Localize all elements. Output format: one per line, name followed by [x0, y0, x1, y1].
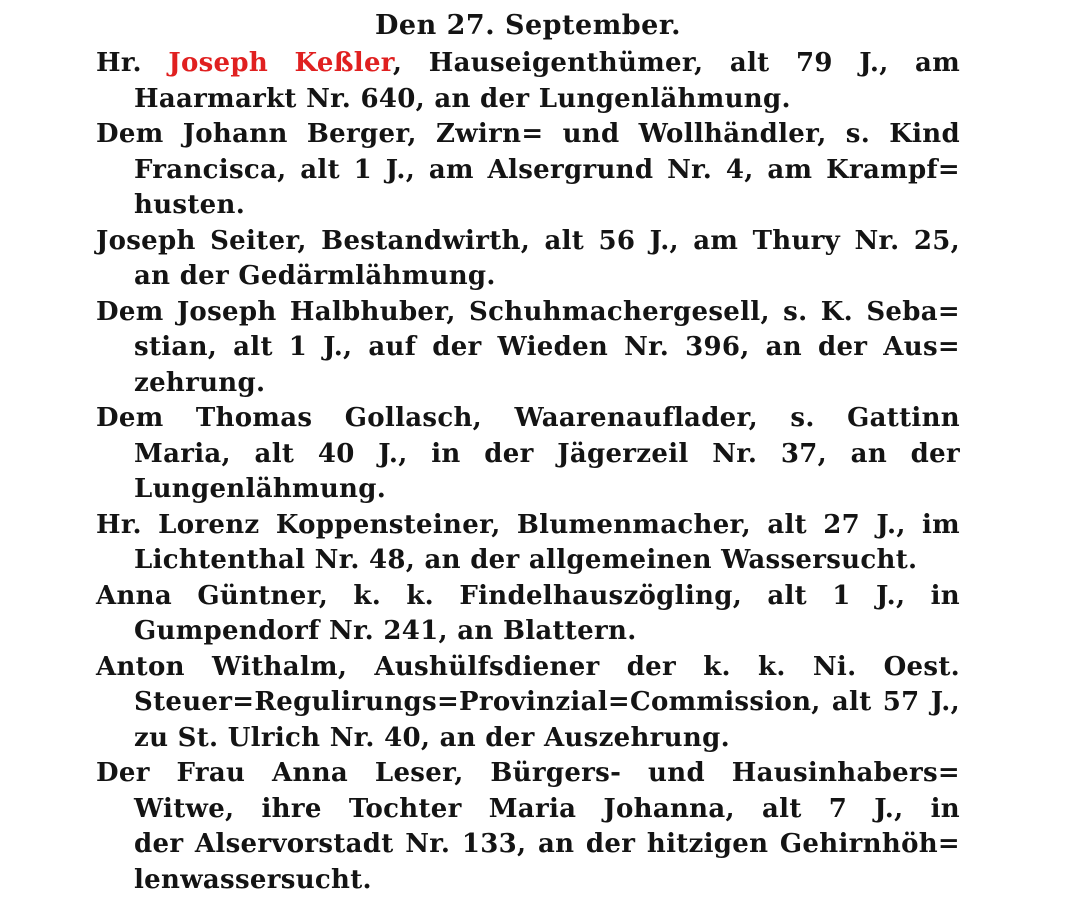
- death-notice-entry: [96, 401, 960, 508]
- death-notice-entry: [96, 756, 960, 898]
- entry-line: Hr. Lorenz Koppensteiner, Blumenmacher, alt 27 J., im: [96, 509, 960, 540]
- death-notice-entry: [96, 508, 960, 579]
- death-notice-entry: [96, 579, 960, 650]
- entry-line: zu St. Ulrich Nr. 40, an der Auszehrung.: [134, 722, 730, 753]
- death-notice-entry: [96, 117, 960, 224]
- date-heading: Den 27. September.: [375, 10, 681, 41]
- entry-line: Francisca, alt 1 J., am Alsergrund Nr. 4, am Krampf=: [134, 154, 960, 185]
- entry-line-suffix: , Hauseigenthümer, alt 79 J., am: [392, 48, 961, 78]
- entry-line: Lichtenthal Nr. 48, an der allgemeinen Wassersucht.: [134, 545, 918, 575]
- death-notice-entry: [96, 224, 960, 295]
- entry-line: [96, 46, 960, 82]
- entry-line: Joseph Seiter, Bestandwirth, alt 56 J., am Thury Nr. 25,: [96, 225, 960, 256]
- entry-line: Anna Güntner, k. k. Findelhauszögling, alt 1 J., in: [96, 580, 960, 611]
- death-notice-entry: [96, 46, 960, 117]
- text-column: [96, 8, 960, 898]
- entry-line: Dem Thomas Gollasch, Waarenauflader, s. Gattinn: [96, 403, 960, 433]
- entry-line: stian, alt 1 J., auf der Wieden Nr. 396, an der Aus=: [134, 332, 960, 362]
- death-notice-entry: [96, 295, 960, 402]
- death-notice-entry: [96, 650, 960, 757]
- highlighted-name: Joseph Keßler: [168, 48, 393, 78]
- entry-line: Witwe, ihre Tochter Maria Johanna, alt 7 J., in: [134, 793, 960, 824]
- entry-line: Steuer=Regulirungs=Provinzial=Commission, alt 57 J.,: [134, 687, 960, 717]
- entry-line: der Alservorstadt Nr. 133, an der hitzigen Gehirnhöh=: [134, 829, 960, 859]
- entry-line: Dem Joseph Halbhuber, Schuhmachergesell, s. K. Seba=: [96, 296, 960, 327]
- entry-line-prefix: Hr.: [96, 48, 169, 78]
- entry-line: husten.: [134, 190, 246, 220]
- entry-line: an der Gedärmlähmung.: [134, 261, 496, 291]
- entry-line: Gumpendorf Nr. 241, an Blattern.: [134, 616, 637, 646]
- entry-line: zehrung.: [134, 367, 266, 398]
- entry-line: Haarmarkt Nr. 640, an der Lungenlähmung.: [134, 83, 791, 114]
- entry-line: Dem Johann Berger, Zwirn= und Wollhändler, s. Kind: [96, 119, 960, 149]
- entry-line: Lungenlähmung.: [134, 474, 387, 504]
- entry-line: Der Frau Anna Leser, Bürgers- und Hausinhabers=: [96, 758, 960, 788]
- entry-line: lenwassersucht.: [134, 864, 372, 895]
- entry-line: Anton Withalm, Aushülfsdiener der k. k. Ni. Oest.: [96, 651, 960, 682]
- entry-line: Maria, alt 40 J., in der Jägerzeil Nr. 37, an der: [134, 438, 960, 469]
